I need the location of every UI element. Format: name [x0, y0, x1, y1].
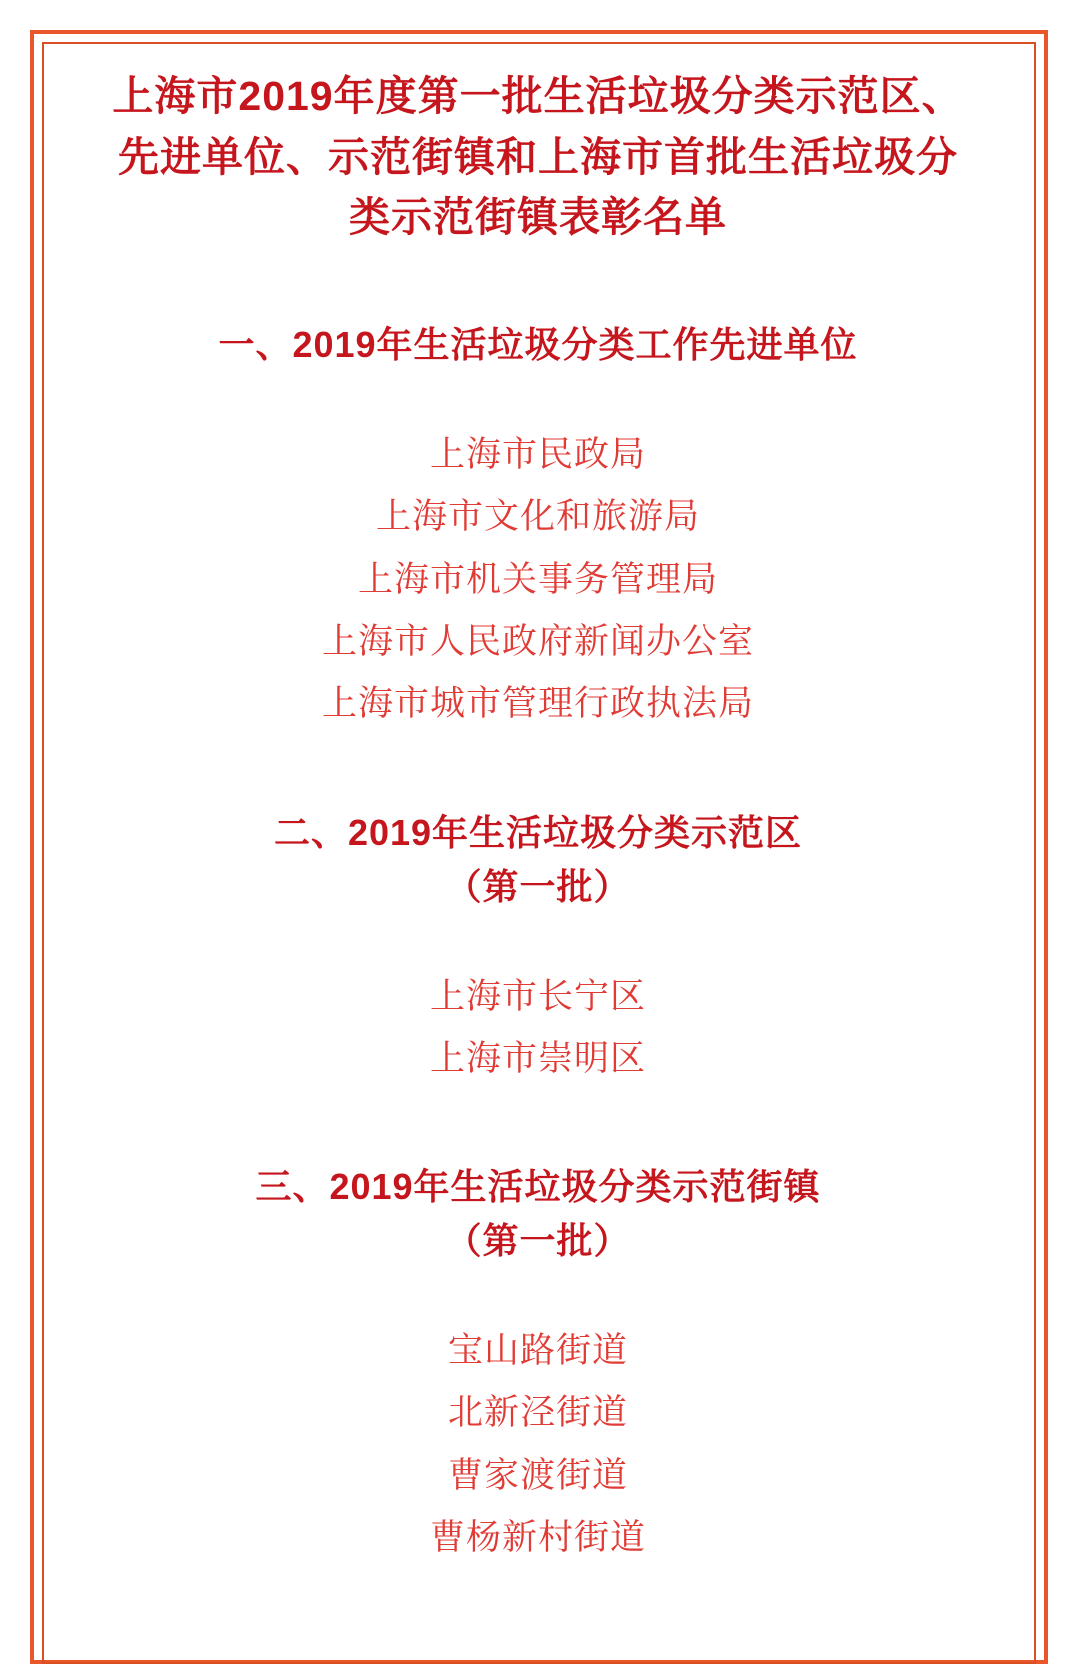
list-item: 上海市民政局 — [429, 435, 646, 475]
spacer — [60, 914, 1016, 966]
list-item: 曹杨新村街道 — [429, 1517, 646, 1557]
list-item: 北新泾街道 — [447, 1393, 628, 1433]
section-2 — [60, 806, 1016, 1091]
section-2-heading: 二、2019年生活垃圾分类示范区 — [273, 811, 803, 853]
section-2-subheading: （第一批） — [445, 865, 631, 907]
spacer — [60, 1090, 1016, 1160]
section-3 — [60, 1160, 1016, 1569]
spacer — [60, 372, 1016, 424]
list-item: 曹家渡街道 — [447, 1455, 628, 1495]
list-item: 上海市长宁区 — [429, 976, 646, 1016]
list-item: 上海市城市管理行政执法局 — [321, 684, 754, 724]
list-item: 上海市崇明区 — [429, 1038, 646, 1078]
list-item: 宝山路街道 — [447, 1331, 628, 1371]
list-item: 上海市人民政府新闻办公室 — [321, 621, 754, 661]
list-item: 上海市机关事务管理局 — [357, 559, 718, 599]
page-title: 上海市2019年度第一批生活垃圾分类示范区、先进单位、示范街镇和上海市首批生活垃圾分类示范街镇表彰名单 — [112, 73, 964, 241]
section-3-heading: 三、2019年生活垃圾分类示范街镇 — [255, 1166, 821, 1208]
section-3-subheading: （第一批） — [445, 1220, 631, 1262]
section-1 — [60, 318, 1016, 735]
document-content — [60, 56, 1016, 1569]
list-item: 上海市文化和旅游局 — [375, 497, 700, 537]
section-1-heading: 一、2019年生活垃圾分类工作先进单位 — [218, 324, 858, 366]
spacer — [60, 248, 1016, 318]
spacer — [60, 1268, 1016, 1320]
spacer — [60, 736, 1016, 806]
